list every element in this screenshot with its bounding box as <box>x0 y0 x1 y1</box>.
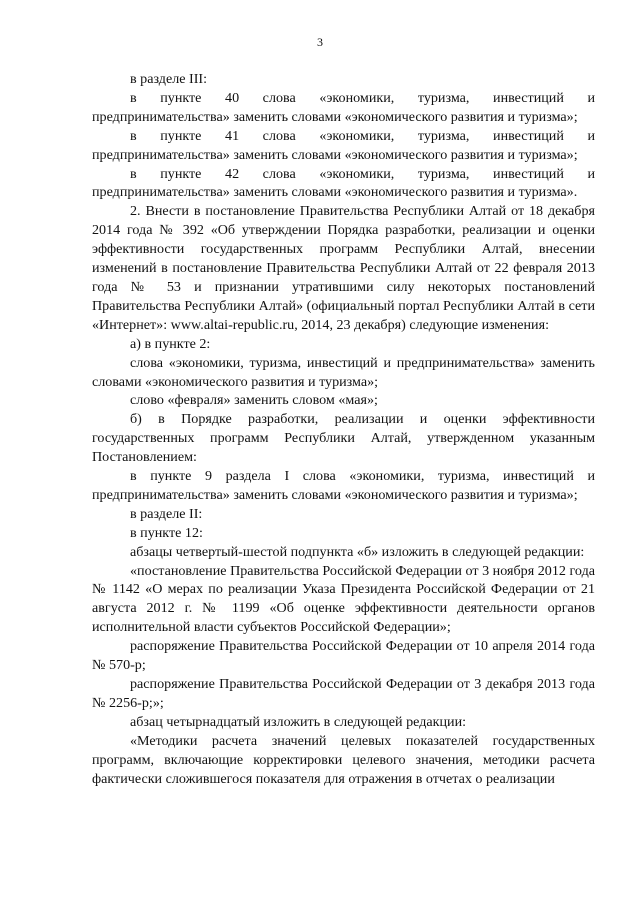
paragraph: распоряжение Правительства Российской Федерации от 10 апреля 2014 года № 570-р; <box>92 638 595 674</box>
paragraph: слова «экономики, туризма, инвестиций и предпринимательства» заменить словами «экономического развития и туризма»; <box>92 354 595 390</box>
paragraph: «Методики расчета значений целевых показателей государственных программ, включающие корректировки целевого значения, методики расчета фактически сложившегося показателя для отражения в отчетах о реализации <box>92 732 595 787</box>
paragraph: абзацы четвертый-шестой подпункта «б» изложить в следующей редакции: <box>130 543 585 560</box>
paragraph: распоряжение Правительства Российской Федерации от 3 декабря 2013 года № 2256-р;»; <box>92 676 595 711</box>
paragraph: в пункте 40 слова «экономики, туризма, инвестиций и предпринимательства» заменить словами «экономического развития и туризма»; <box>92 89 595 125</box>
document-body <box>92 70 595 788</box>
paragraph: б) в Порядке разработки, реализации и оценки эффективности государственных программ Республики Алтай, утвержденном указанным Постановлением: <box>92 411 595 466</box>
paragraph: в разделе II: <box>130 505 203 522</box>
paragraph: абзац четырнадцатый изложить в следующей редакции: <box>130 713 467 730</box>
paragraph: «постановление Правительства Российской Федерации от 3 ноября 2012 года № 1142 «О мерах по реализации Указа Президента Российской Федерации от 21 августа 2012 г. № 1199 «Об оценке эффективности деятельности органов исполнительной власти субъектов Российской Федерации»; <box>92 562 595 636</box>
page-number: 3 <box>317 35 323 49</box>
paragraph: в пункте 41 слова «экономики, туризма, инвестиций и предпринимательства» заменить словами «экономического развития и туризма»; <box>92 127 595 163</box>
paragraph: в пункте 9 раздела I слова «экономики, туризма, инвестиций и предпринимательства» заменить словами «экономического развития и туризма»; <box>92 468 595 503</box>
paragraph: а) в пункте 2: <box>130 335 211 352</box>
paragraph: 2. Внести в постановление Правительства Республики Алтай от 18 декабря 2014 года № 392 «Об утверждении Порядка разработки, реализации и оценки эффективности государственных программ Республики Алтай, внесении изменений в постановление Правительства Республики Алтай от 22 февраля 2013 года № 53 и признании утратившими силу некоторых постановлений Правительства Республики Алтай» (официальный портал Республики Алтай в сети «Интернет»: www.altai-republic.ru, 2014, 23 декабря) следующие изменения: <box>92 203 595 333</box>
paragraph: в пункте 12: <box>130 524 203 541</box>
paragraph: в пункте 42 слова «экономики, туризма, инвестиций и предпринимательства» заменить словами «экономического развития и туризма». <box>92 165 595 201</box>
paragraph: слово «февраля» заменить словом «мая»; <box>130 392 378 409</box>
paragraph: в разделе III: <box>130 71 208 87</box>
